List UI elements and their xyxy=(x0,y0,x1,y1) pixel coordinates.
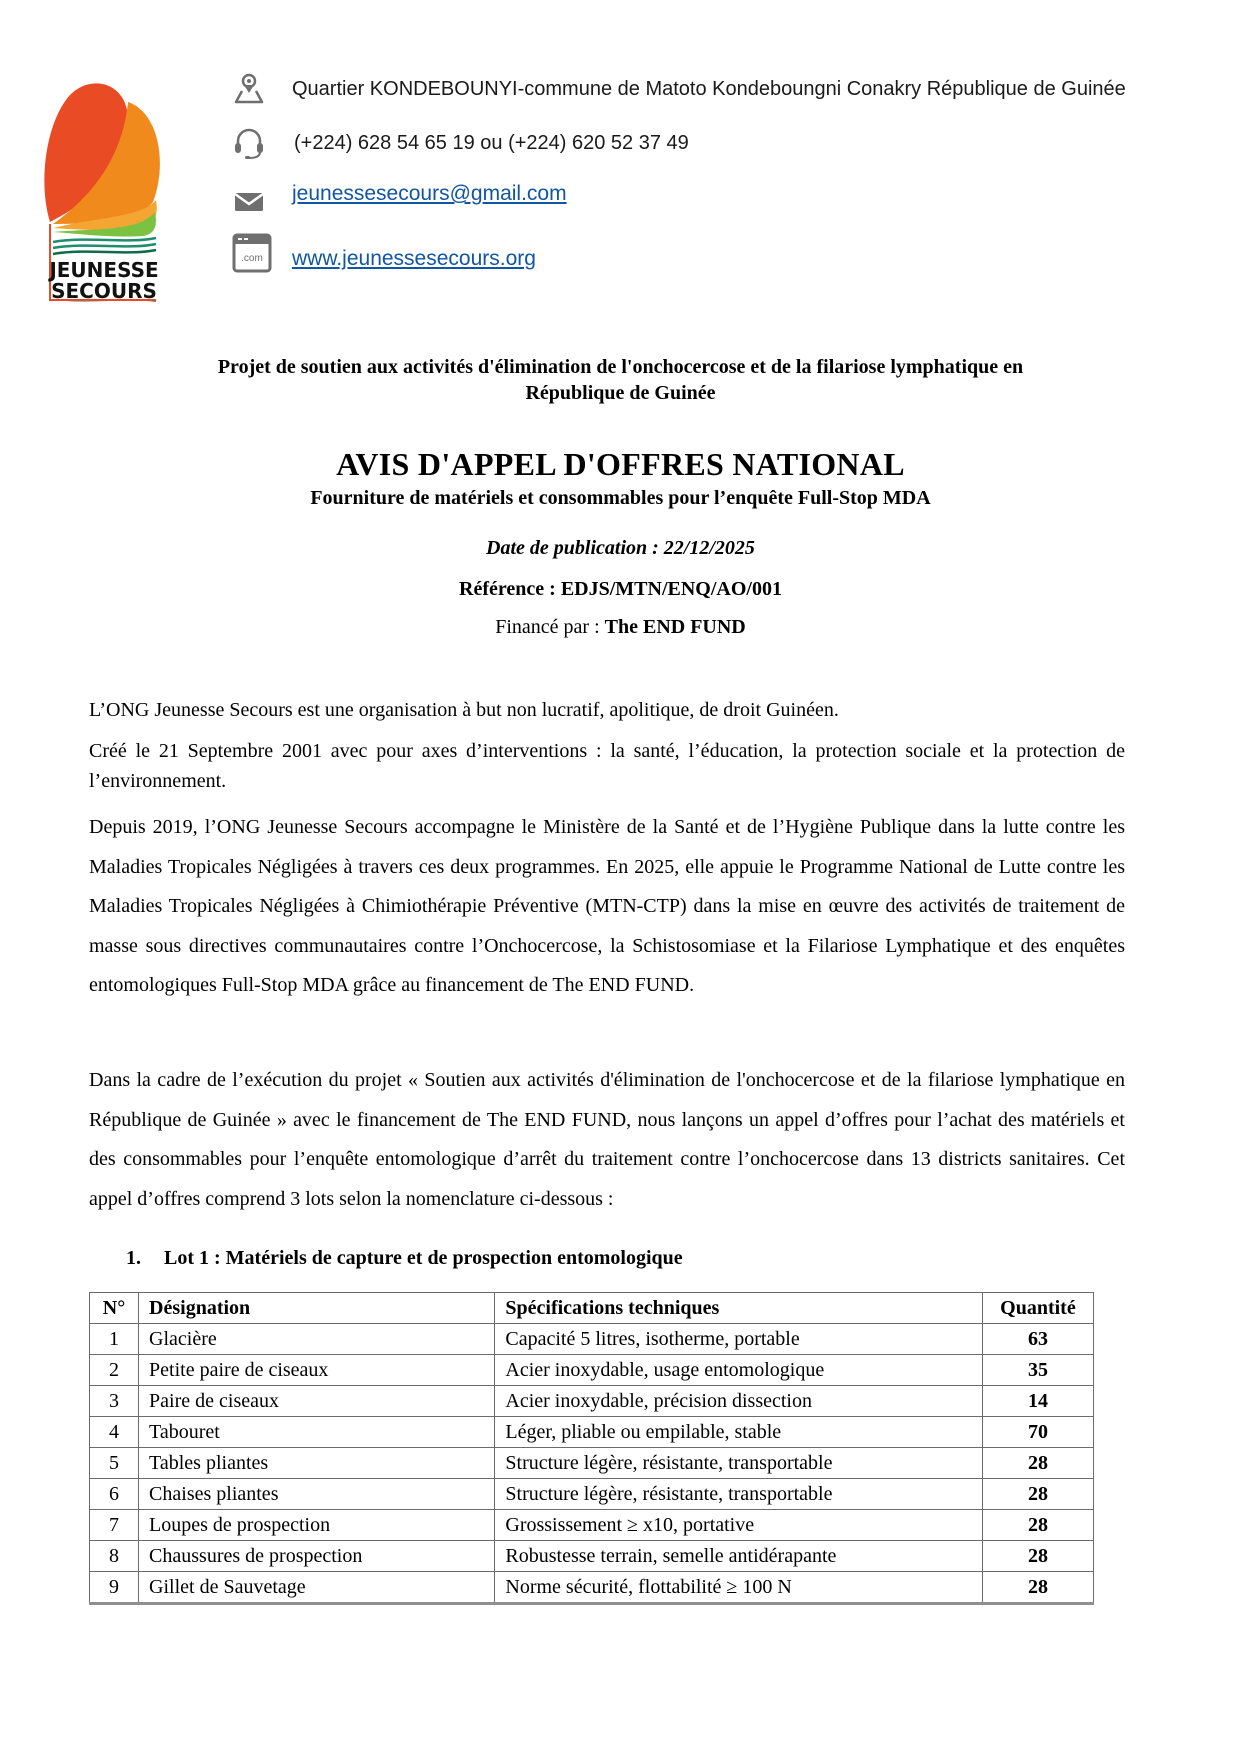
paragraph-intro: L’ONG Jeunesse Secours est une organisation à but non lucratif, apolitique, de droit Guinéen. xyxy=(89,699,839,721)
cell-specification: Acier inoxydable, précision dissection xyxy=(495,1386,982,1417)
cell-specification: Norme sécurité, flottabilité ≥ 100 N xyxy=(495,1572,982,1604)
browser-com-icon xyxy=(232,233,272,273)
notice-subtitle: Fourniture de matériels et consommables pour l’enquête Full-Stop MDA xyxy=(310,487,931,509)
headset-icon xyxy=(232,126,266,160)
table-row xyxy=(90,1479,1094,1510)
email-link[interactable]: jeunessesecours@gmail.com xyxy=(292,182,567,205)
cell-specification: Acier inoxydable, usage entomologique xyxy=(495,1355,982,1386)
lot1-title: Lot 1 : Matériels de capture et de prospection entomologique xyxy=(164,1247,683,1269)
table-row xyxy=(90,1386,1094,1417)
contact-phone xyxy=(232,126,689,160)
cell-designation: Glacière xyxy=(139,1324,495,1355)
cell-quantity: 63 xyxy=(982,1324,1093,1355)
cell-specification: Structure légère, résistante, transportable xyxy=(495,1448,982,1479)
logo-wave-2 xyxy=(53,244,156,248)
cell-specification: Capacité 5 litres, isotherme, portable xyxy=(495,1324,982,1355)
lot1-table xyxy=(89,1292,1094,1605)
cell-specification: Robustesse terrain, semelle antidérapante xyxy=(495,1541,982,1572)
paragraph-call: Dans la cadre de l’exécution du projet « Soutien aux activités d'élimination de l'onchocercose et de la filariose lymphatique en République de Guinée » avec le financement de The END FUND, nous lançons un appel d’offres pour l’achat des matériels et des consommables pour l’enquête entomologique d’arrêt du traitement contre l’onchocercose dans 13 districts sanitaires. Cet appel d’offres comprend 3 lots selon la nomenclature ci-dessous : xyxy=(89,1069,1125,1210)
cell-number: 9 xyxy=(90,1572,139,1604)
cell-designation: Petite paire de ciseaux xyxy=(139,1355,495,1386)
funded-by-label: Financé par : xyxy=(495,616,605,638)
cell-number: 7 xyxy=(90,1510,139,1541)
jeunesse-secours-logo xyxy=(28,72,178,302)
phone-text: (+224) 628 54 65 19 ou (+224) 620 52 37 49 xyxy=(294,131,689,154)
column-header-quantity: Quantité xyxy=(982,1293,1093,1324)
cell-quantity: 28 xyxy=(982,1448,1093,1479)
funder-name: The END FUND xyxy=(604,616,746,638)
table-row xyxy=(90,1448,1094,1479)
logo-text-line2: SECOURS xyxy=(51,279,157,302)
cell-number: 4 xyxy=(90,1417,139,1448)
paragraph-founding: Créé le 21 Septembre 2001 avec pour axes d’interventions : la santé, l’éducation, la protection sociale et la protection de l’environnement. xyxy=(89,740,1125,792)
cell-specification: Léger, pliable ou empilable, stable xyxy=(495,1417,982,1448)
contact-website xyxy=(232,233,536,273)
website-link[interactable]: www.jeunessesecours.org xyxy=(292,247,536,270)
column-header-designation: Désignation xyxy=(139,1293,495,1324)
cell-quantity: 70 xyxy=(982,1417,1093,1448)
cell-number: 2 xyxy=(90,1355,139,1386)
logo-text-line1: JEUNESSE xyxy=(49,258,159,282)
table-row xyxy=(90,1417,1094,1448)
cell-designation: Paire de ciseaux xyxy=(139,1386,495,1417)
envelope-icon xyxy=(232,184,266,218)
cell-number: 1 xyxy=(90,1324,139,1355)
logo-wave-3 xyxy=(53,250,156,254)
cell-quantity: 28 xyxy=(982,1541,1093,1572)
cell-quantity: 28 xyxy=(982,1510,1093,1541)
funded-by xyxy=(0,616,1241,639)
cell-designation: Chaises pliantes xyxy=(139,1479,495,1510)
table-row xyxy=(90,1572,1094,1604)
column-header-number: N° xyxy=(90,1293,139,1324)
map-pin-icon xyxy=(232,72,266,106)
cell-quantity: 28 xyxy=(982,1572,1093,1604)
cell-designation: Tabouret xyxy=(139,1417,495,1448)
svg-text:.com: .com xyxy=(241,253,263,264)
contact-address xyxy=(232,72,1126,106)
cell-designation: Gillet de Sauvetage xyxy=(139,1572,495,1604)
contact-email xyxy=(232,182,567,218)
publication-date: Date de publication : 22/12/2025 xyxy=(486,537,755,559)
logo-wave-1 xyxy=(53,238,156,242)
paragraph-history: Depuis 2019, l’ONG Jeunesse Secours accompagne le Ministère de la Santé et de l’Hygiène Publique dans la lutte contre les Maladies Tropicales Négligées à travers ces deux programmes. En 2025, elle appuie le Programme National de Lutte contre les Maladies Tropicales Négligées à Chimiothérapie Préventive (MTN-CTP) dans la mise en œuvre des activités de traitement de masse sous directives communautaires contre l’Onchocercose, la Schistosomiase et la Filariose Lymphatique et des enquêtes entomologiques Full-Stop MDA grâce au financement de The END FUND. xyxy=(89,816,1125,996)
cell-specification: Structure légère, résistante, transportable xyxy=(495,1479,982,1510)
cell-quantity: 14 xyxy=(982,1386,1093,1417)
cell-number: 6 xyxy=(90,1479,139,1510)
lot1-heading xyxy=(126,1247,683,1270)
cell-number: 8 xyxy=(90,1541,139,1572)
cell-designation: Tables pliantes xyxy=(139,1448,495,1479)
notice-title: AVIS D'APPEL D'OFFRES NATIONAL xyxy=(336,446,905,482)
table-row xyxy=(90,1510,1094,1541)
cell-quantity: 28 xyxy=(982,1479,1093,1510)
cell-designation: Loupes de prospection xyxy=(139,1510,495,1541)
cell-number: 3 xyxy=(90,1386,139,1417)
lot1-number: 1. xyxy=(126,1247,141,1269)
cell-specification: Grossissement ≥ x10, portative xyxy=(495,1510,982,1541)
table-row xyxy=(90,1355,1094,1386)
table-header-row xyxy=(90,1293,1094,1324)
project-title xyxy=(0,354,1241,406)
address-text: Quartier KONDEBOUNYI-commune de Matoto Kondeboungni Conakry République de Guinée xyxy=(292,77,1126,100)
table-row xyxy=(90,1541,1094,1572)
reference-number: Référence : EDJS/MTN/ENQ/AO/001 xyxy=(459,578,782,600)
project-title-line1: Projet de soutien aux activités d'élimination de l'onchocercose et de la filariose lymphatique en xyxy=(217,356,1024,378)
table-row xyxy=(90,1324,1094,1355)
project-title-line2: République de Guinée xyxy=(525,382,716,404)
cell-number: 5 xyxy=(90,1448,139,1479)
cell-quantity: 35 xyxy=(982,1355,1093,1386)
column-header-specifications: Spécifications techniques xyxy=(495,1293,982,1324)
cell-designation: Chaussures de prospection xyxy=(139,1541,495,1572)
